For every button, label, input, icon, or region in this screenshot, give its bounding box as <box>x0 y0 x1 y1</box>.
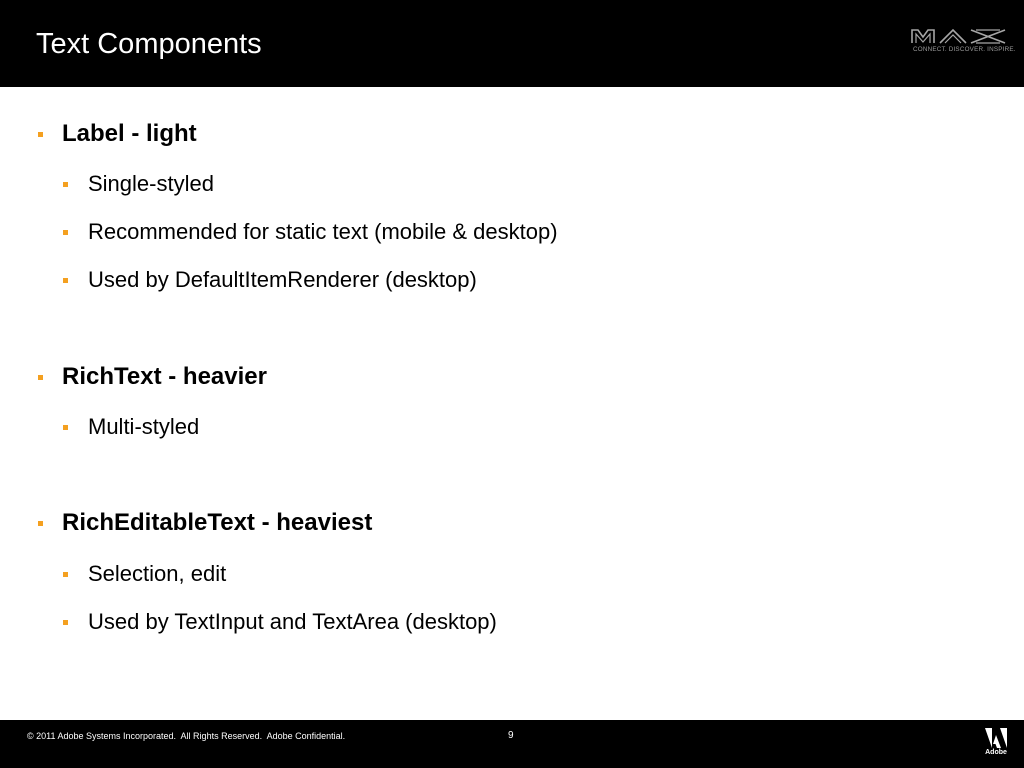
bullet-marker <box>38 521 43 526</box>
bullet-marker <box>38 132 43 137</box>
page-title: Text Components <box>36 28 262 60</box>
list-subitem: Selection, edit <box>88 561 227 586</box>
list-item-heading: RichEditableText - heaviest <box>62 509 373 536</box>
sub-bullet-marker <box>63 230 68 235</box>
adobe-logo <box>983 728 1009 760</box>
list-subitem: Multi-styled <box>88 414 200 439</box>
adobe-logo-icon <box>983 728 1009 748</box>
adobe-brand-text: Adobe <box>985 749 1007 756</box>
sub-bullet-marker <box>63 425 68 430</box>
bullet-marker <box>38 375 43 380</box>
sub-bullet-marker <box>63 620 68 625</box>
copyright-text: © 2011 Adobe Systems Incorporated. All Rights Reserved. Adobe Confidential. <box>27 731 346 741</box>
list-subitem: Used by TextInput and TextArea (desktop) <box>88 609 497 634</box>
logo-tagline: CONNECT. DISCOVER. INSPIRE. <box>913 46 1016 53</box>
sub-bullet-marker <box>63 278 68 283</box>
list-item-heading: Label - light <box>62 120 197 147</box>
list-item-heading: RichText - heavier <box>62 363 267 390</box>
footer-bar <box>0 720 1024 768</box>
list-subitem: Single-styled <box>88 171 214 196</box>
list-subitem: Used by DefaultItemRenderer (desktop) <box>88 267 477 292</box>
page-number: 9 <box>508 730 514 741</box>
sub-bullet-marker <box>63 182 68 187</box>
list-subitem: Recommended for static text (mobile & desktop) <box>88 219 558 244</box>
sub-bullet-marker <box>63 572 68 577</box>
